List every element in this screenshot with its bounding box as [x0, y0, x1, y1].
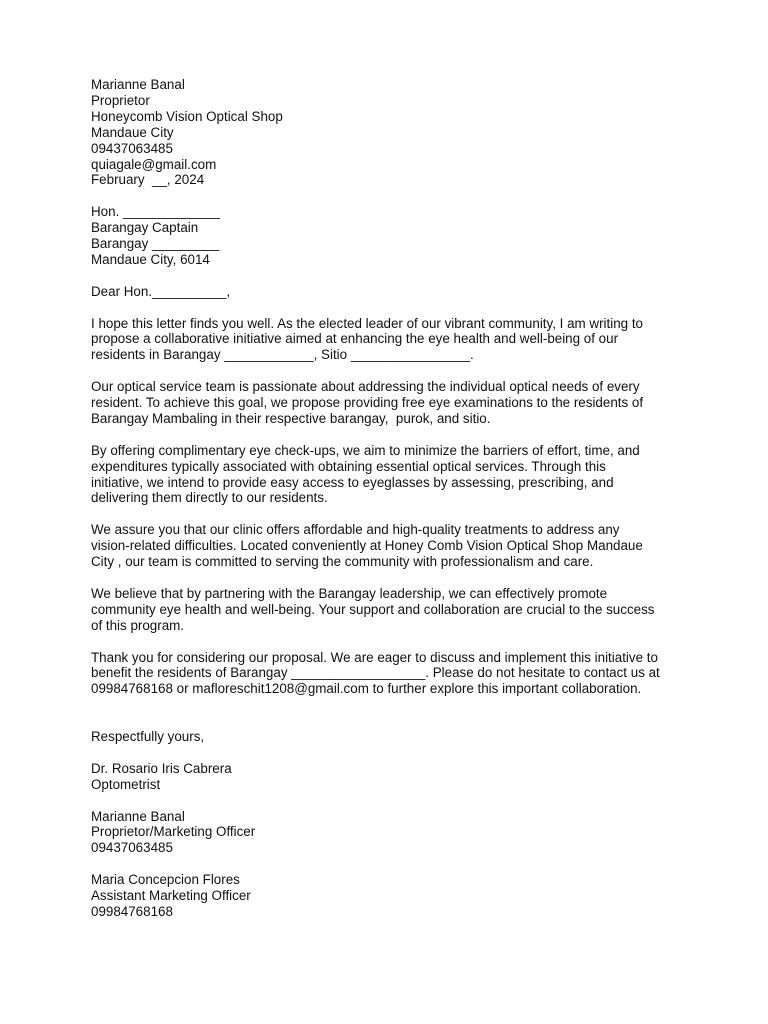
- body-paragraph-2: [91, 379, 691, 427]
- paragraph-line: community eye health and well-being. Your support and collaboration are crucial to the success: [91, 601, 655, 617]
- paragraph-line: initiative, we intend to provide easy access to eyeglasses by assessing, prescribing, and: [91, 474, 614, 490]
- signatory-name: Maria Concepcion Flores: [91, 872, 240, 888]
- paragraph-line: expenditures typically associated with obtaining essential optical services. Through this: [91, 458, 606, 474]
- paragraph-line: propose a collaborative initiative aimed at enhancing the eye health and well-being of our: [91, 331, 619, 347]
- sender-email: quiagale@gmail.com: [91, 156, 217, 172]
- sender-phone: 09437063485: [91, 140, 173, 156]
- signatory-role: Optometrist: [91, 776, 161, 792]
- paragraph-line: Thank you for considering our proposal. We are eager to discuss and implement this initiative to: [91, 649, 658, 665]
- signatory-2: [91, 809, 691, 857]
- paragraph-line: We believe that by partnering with the Barangay leadership, we can effectively promote: [91, 585, 608, 601]
- body-paragraph-1: [91, 316, 691, 364]
- paragraph-line: Our optical service team is passionate about addressing the individual optical needs of every: [91, 379, 640, 395]
- recipient-barangay: Barangay _________: [91, 236, 220, 252]
- paragraph-line: By offering complimentary eye check-ups, we aim to minimize the barriers of effort, time, and: [91, 442, 640, 458]
- letter-page: [91, 77, 691, 920]
- paragraph-line: resident. To achieve this goal, we propose providing free eye examinations to the residents of: [91, 395, 644, 411]
- signatory-name: Marianne Banal: [91, 808, 185, 824]
- sender-shop: Honeycomb Vision Optical Shop: [91, 108, 283, 124]
- signatory-role: Proprietor/Marketing Officer: [91, 824, 256, 840]
- body-paragraph-5: [91, 586, 691, 634]
- signatory-3: [91, 872, 691, 920]
- body-paragraph-6: [91, 650, 691, 698]
- paragraph-line: 09984768168 or mafloreschit1208@gmail.com to further explore this important collaboration.: [91, 681, 642, 697]
- signatory-1: [91, 761, 691, 793]
- body-paragraph-3: [91, 443, 691, 507]
- paragraph-line: Barangay Mambaling in their respective barangay, purok, and sitio.: [91, 410, 491, 426]
- closing-text: Respectfully yours,: [91, 729, 205, 745]
- salutation: [91, 284, 691, 300]
- recipient-address: Mandaue City, 6014: [91, 251, 210, 267]
- salutation-text: Dear Hon.__________,: [91, 283, 231, 299]
- paragraph-line: residents in Barangay ____________, Sitio ________________.: [91, 347, 474, 363]
- recipient-position: Barangay Captain: [91, 220, 199, 236]
- paragraph-line: delivering them directly to our residents.: [91, 490, 328, 506]
- paragraph-line: City , our team is committed to serving the community with professionalism and care.: [91, 554, 594, 570]
- body-paragraph-4: [91, 522, 691, 570]
- sender-name: Marianne Banal: [91, 77, 185, 92]
- sender-city: Mandaue City: [91, 124, 174, 140]
- signatory-phone: 09984768168: [91, 903, 173, 919]
- recipient-block: [91, 204, 691, 268]
- closing: [91, 729, 691, 745]
- paragraph-line: of this program.: [91, 617, 185, 633]
- letter-date: February __, 2024: [91, 172, 205, 188]
- paragraph-line: vision-related difficulties. Located conveniently at Honey Comb Vision Optical Shop Mandaue: [91, 538, 643, 554]
- sender-title: Proprietor: [91, 92, 150, 108]
- paragraph-line: benefit the residents of Barangay __________________. Please do not hesitate to contact us at: [91, 665, 660, 681]
- paragraph-line: We assure you that our clinic offers affordable and high-quality treatments to address any: [91, 522, 620, 538]
- recipient-hon: Hon. _____________: [91, 204, 220, 220]
- sender-block: [91, 77, 691, 188]
- signatory-phone: 09437063485: [91, 840, 173, 856]
- paragraph-line: I hope this letter finds you well. As the elected leader of our vibrant community, I am writing to: [91, 315, 644, 331]
- signatory-role: Assistant Marketing Officer: [91, 888, 251, 904]
- signatory-name: Dr. Rosario Iris Cabrera: [91, 760, 232, 776]
